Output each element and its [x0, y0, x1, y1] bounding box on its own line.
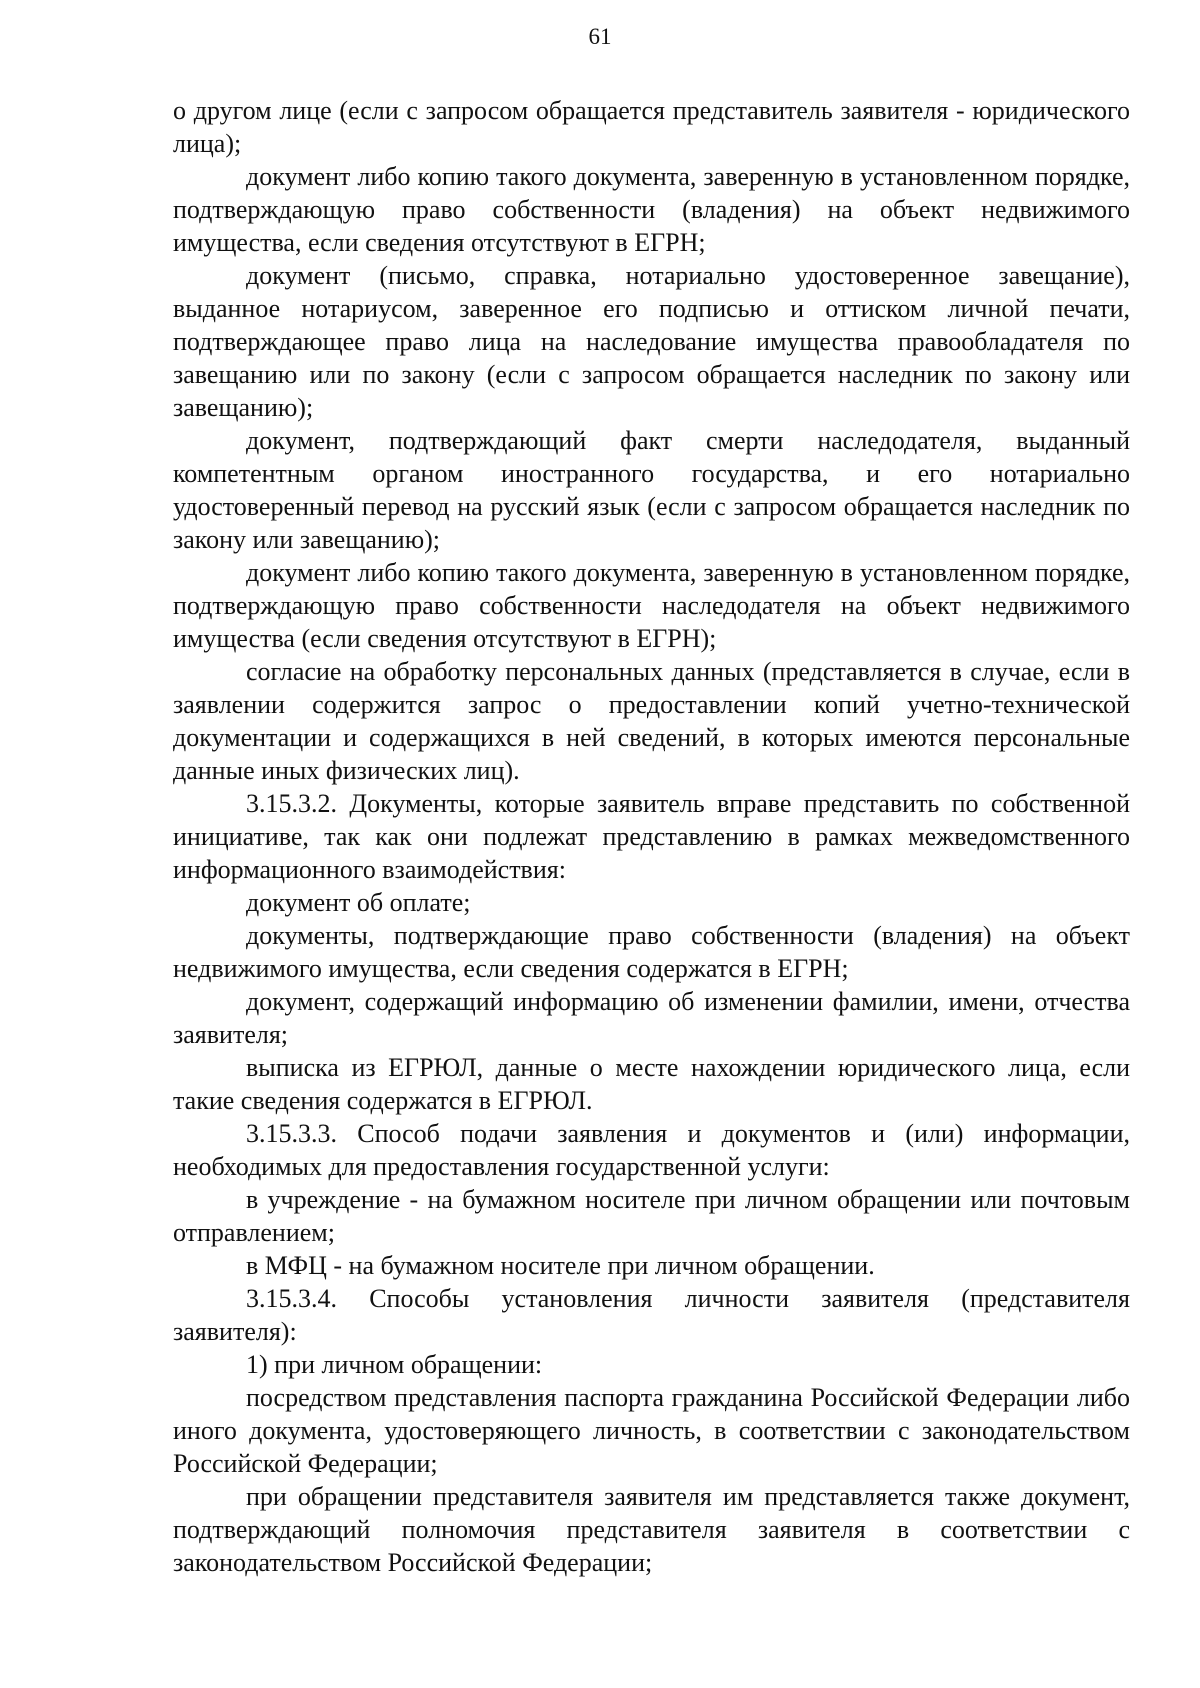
paragraph: выписка из ЕГРЮЛ, данные о месте нахождении юридического лица, если такие сведения содержатся в ЕГРЮЛ.	[173, 1053, 1130, 1115]
paragraph: документ об оплате;	[246, 888, 471, 917]
paragraph: в учреждение - на бумажном носителе при личном обращении или почтовым отправлением;	[173, 1185, 1130, 1247]
section-paragraph: 3.15.3.4. Способы установления личности заявителя (представителя заявителя):	[173, 1284, 1130, 1346]
paragraph: документ либо копию такого документа, заверенную в установленном порядке, подтверждающую право собственности (владения) на объект недвижимого имущества, если сведения отсутствуют в ЕГРН;	[173, 162, 1130, 257]
paragraph: в МФЦ - на бумажном носителе при личном обращении.	[246, 1251, 875, 1280]
section-paragraph: 3.15.3.2. Документы, которые заявитель вправе представить по собственной инициативе, так как они подлежат представлению в рамках межведомственного информационного взаимодействия:	[173, 789, 1130, 884]
paragraph: о другом лице (если с запросом обращается представитель заявителя - юридического лица);	[173, 96, 1130, 158]
paragraph: документ, подтверждающий факт смерти наследодателя, выданный компетентным органом иностранного государства, и его нотариально удостоверенный перевод на русский язык (если с запросом обращается наследник по закону или завещанию);	[173, 426, 1130, 554]
document-body	[173, 94, 1130, 1579]
paragraph: 1) при личном обращении:	[246, 1350, 543, 1379]
paragraph: документ (письмо, справка, нотариально удостоверенное завещание), выданное нотариусом, заверенное его подписью и оттиском личной печати, подтверждающее право лица на наследование имущества правообладателя по завещанию или по закону (если с запросом обращается наследник по закону или завещанию);	[173, 261, 1130, 422]
page-number: 61	[588, 24, 612, 49]
paragraph: согласие на обработку персональных данных (представляется в случае, если в заявлении содержится запрос о предоставлении копий учетно-технической документации и содержащихся в ней сведений, в которых имеются персональные данные иных физических лиц).	[173, 657, 1130, 785]
paragraph: документ, содержащий информацию об изменении фамилии, имени, отчества заявителя;	[173, 987, 1130, 1049]
paragraph: документы, подтверждающие право собственности (владения) на объект недвижимого имущества, если сведения содержатся в ЕГРН;	[173, 921, 1130, 983]
paragraph: при обращении представителя заявителя им представляется также документ, подтверждающий полномочия представителя заявителя в соответствии с законодательством Российской Федерации;	[173, 1482, 1130, 1577]
section-paragraph: 3.15.3.3. Способ подачи заявления и документов и (или) информации, необходимых для предоставления государственной услуги:	[173, 1119, 1130, 1181]
paragraph: документ либо копию такого документа, заверенную в установленном порядке, подтверждающую право собственности наследодателя на объект недвижимого имущества (если сведения отсутствуют в ЕГРН);	[173, 558, 1130, 653]
paragraph: посредством представления паспорта гражданина Российской Федерации либо иного документа, удостоверяющего личность, в соответствии с законодательством Российской Федерации;	[173, 1383, 1130, 1478]
